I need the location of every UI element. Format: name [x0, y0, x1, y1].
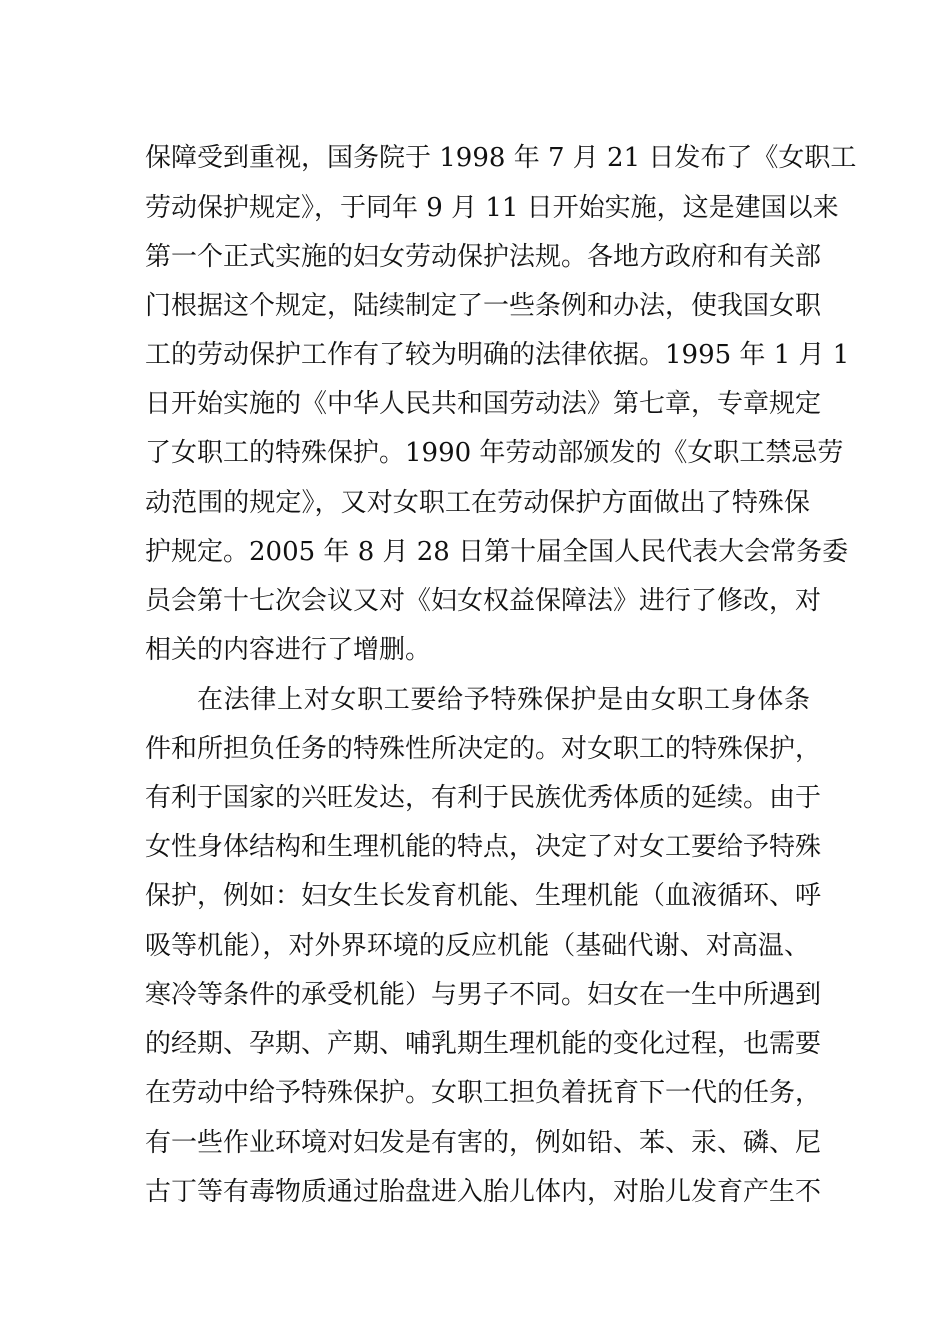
text-line: 第一个正式实施的妇女劳动保护法规。各地方政府和有关部 — [145, 242, 822, 272]
text-line: 动范围的规定》，又对女职工在劳动保护方面做出了特殊保 — [145, 488, 810, 518]
text-line: 有利于国家的兴旺发达，有利于民族优秀体质的延续。由于 — [145, 783, 822, 813]
text-line: 护规定。2005 年 8 月 28 日第十届全国人民代表大会常务委 — [145, 537, 849, 567]
text-line: 在劳动中给予特殊保护。女职工担负着抚育下一代的任务， — [145, 1078, 822, 1108]
text-line: 的经期、孕期、产期、哺乳期生理机能的变化过程，也需要 — [145, 1029, 822, 1059]
text-line: 相关的内容进行了增删。 — [145, 635, 432, 665]
text-line: 在法律上对女职工要给予特殊保护是由女职工身体条 — [197, 685, 810, 715]
text-line: 吸等机能），对外界环境的反应机能（基础代谢、对高温、 — [145, 931, 810, 961]
text-line: 员会第十七次会议又对《妇女权益保障法》进行了修改，对 — [145, 586, 822, 616]
text-line: 寒冷等条件的承受机能）与男子不同。妇女在一生中所遇到 — [145, 980, 822, 1010]
text-line: 了女职工的特殊保护。1990 年劳动部颁发的《女职工禁忌劳 — [145, 438, 844, 468]
text-line: 工的劳动保护工作有了较为明确的法律依据。1995 年 1 月 1 — [145, 340, 850, 370]
text-line: 日开始实施的《中华人民共和国劳动法》第七章，专章规定 — [145, 389, 822, 419]
text-line: 劳动保护规定》，于同年 9 月 11 日开始实施，这是建国以来 — [145, 193, 839, 223]
text-line: 有一些作业环境对妇发是有害的，例如铅、苯、汞、磷、尼 — [145, 1128, 822, 1158]
text-line: 保护，例如：妇女生长发育机能、生理机能（血液循环、呼 — [145, 881, 822, 911]
text-line: 件和所担负任务的特殊性所决定的。对女职工的特殊保护， — [145, 734, 822, 764]
text-line: 女性身体结构和生理机能的特点，决定了对女工要给予特殊 — [145, 832, 822, 862]
text-line: 古丁等有毒物质通过胎盘进入胎儿体内，对胎儿发育产生不 — [145, 1177, 822, 1207]
text-line: 保障受到重视，国务院于 1998 年 7 月 21 日发布了《女职工 — [145, 143, 857, 173]
text-line: 门根据这个规定，陆续制定了一些条例和办法，使我国女职 — [145, 291, 822, 321]
